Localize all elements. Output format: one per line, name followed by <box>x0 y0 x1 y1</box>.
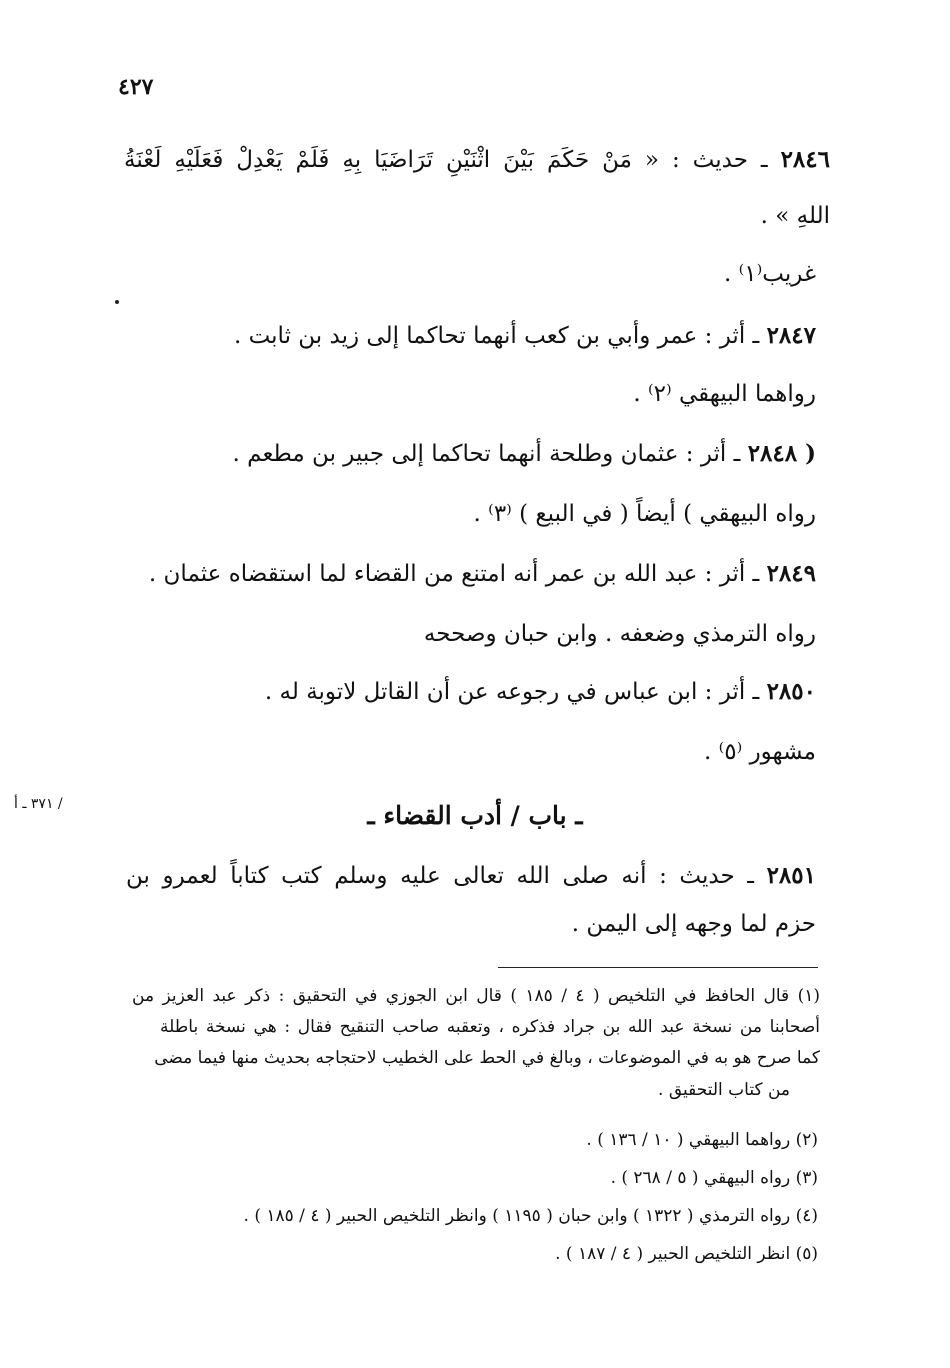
footnote-line: كما صرح هو به في الموضوعات ، وبالغ في الحط على الخطيب لاحتجاجه بحديث منها فيما مضى <box>154 1048 820 1068</box>
entry-number: ٢٨٤٦ <box>780 146 830 173</box>
entry-line <box>572 904 816 944</box>
entry-text: اللهِ » . <box>760 203 830 229</box>
footnote-line: (٣) رواه البيهقي ( ٥ / ٢٦٨ ) . <box>610 1168 818 1188</box>
section-heading: ـ باب / أدب القضاء ـ <box>367 801 583 830</box>
footnote-line: (٢) رواهما البيهقي ( ١٠ / ١٣٦ ) . <box>586 1130 818 1150</box>
entry-text: رواهما البيهقي ⁽٢⁾ . <box>633 381 816 407</box>
entry-number: ٢٨٤٩ <box>766 560 816 587</box>
entry-text: مشهور ⁽٥⁾ . <box>703 739 816 765</box>
margin-note: / ٣٧١ ـ أ <box>14 796 63 812</box>
entry-line <box>149 554 816 594</box>
entry-text: رواه البيهقي ) أيضاً ( في البيع ) ⁽٣⁾ . <box>473 501 816 527</box>
footnote-line: (٥) انظر التلخيص الحبير ( ٤ / ١٨٧ ) . <box>555 1244 818 1264</box>
entry-number: ٢٨٥١ <box>766 862 816 889</box>
entry-line <box>265 672 816 712</box>
entry-line <box>761 196 830 236</box>
footnote-separator <box>498 967 818 968</box>
footnote-line: (١) قال الحافظ في التلخيص ( ٤ / ١٨٥ ) قال ابن الجوزي في التحقيق : ذكر عبد العزيز من <box>132 986 820 1006</box>
entry-text: ـ أثر : عبد الله بن عمر أنه امتنع من القضاء لما استقضاه عثمان . <box>148 561 767 587</box>
entry-text: ـ حديث : أنه صلى الله تعالى عليه وسلم كتب كتاباً لعمرو بن <box>126 863 767 889</box>
entry-line <box>234 316 816 356</box>
entry-line <box>474 494 816 534</box>
entry-line <box>704 732 816 772</box>
entry-text: ـ أثر : عمر وأبي بن كعب أنهما تحاكما إلى زيد بن ثابت . <box>233 323 767 349</box>
entry-number: ٢٨٥٠ <box>766 678 816 705</box>
entry-line <box>424 614 816 654</box>
entry-text: غريب⁽١⁾ . <box>724 261 816 287</box>
entry-text: حزم لما وجهه إلى اليمن . <box>571 911 816 937</box>
entry-line <box>124 140 830 180</box>
entry-line <box>724 254 816 294</box>
footnote-line: أصحابنا من نسخة عبد الله بن جراد فذكره ، وتعقبه صاحب التنقيح فقال : هي نسخة باطلة <box>160 1017 820 1037</box>
entry-line <box>126 856 816 896</box>
page-number: ٤٢٧ <box>118 74 154 100</box>
footnote-line: (٤) رواه الترمذي ( ١٣٢٢ ) وابن حبان ( ١١٩٥ ) وانظر التلخيص الحبير ( ٤ / ١٨٥ ) . <box>243 1206 818 1226</box>
entry-text: ـ أثر : ابن عباس في رجوعه عن أن القاتل لاتوبة له . <box>264 679 767 705</box>
entry-number: ٢٨٤٧ <box>766 322 816 349</box>
scan-speck <box>115 300 119 304</box>
entry-text: رواه الترمذي وضعفه . وابن حبان وصححه <box>423 621 816 647</box>
entry-number: ( ٢٨٤٨ <box>747 440 816 467</box>
entry-line <box>633 374 816 414</box>
entry-text: ـ حديث : « مَنْ حَكَمَ بَيْنَ اثْنَيْنِ تَرَاضَيَا بِهِ فَلَمْ يَعْدِلْ فَعَلَيْهِ لَعْنَةُ <box>124 147 781 173</box>
entry-line <box>233 434 816 474</box>
entry-text: ـ أثر : عثمان وطلحة أنهما تحاكما إلى جبير بن مطعم . <box>232 441 748 467</box>
footnote-line: من كتاب التحقيق . <box>658 1080 790 1100</box>
